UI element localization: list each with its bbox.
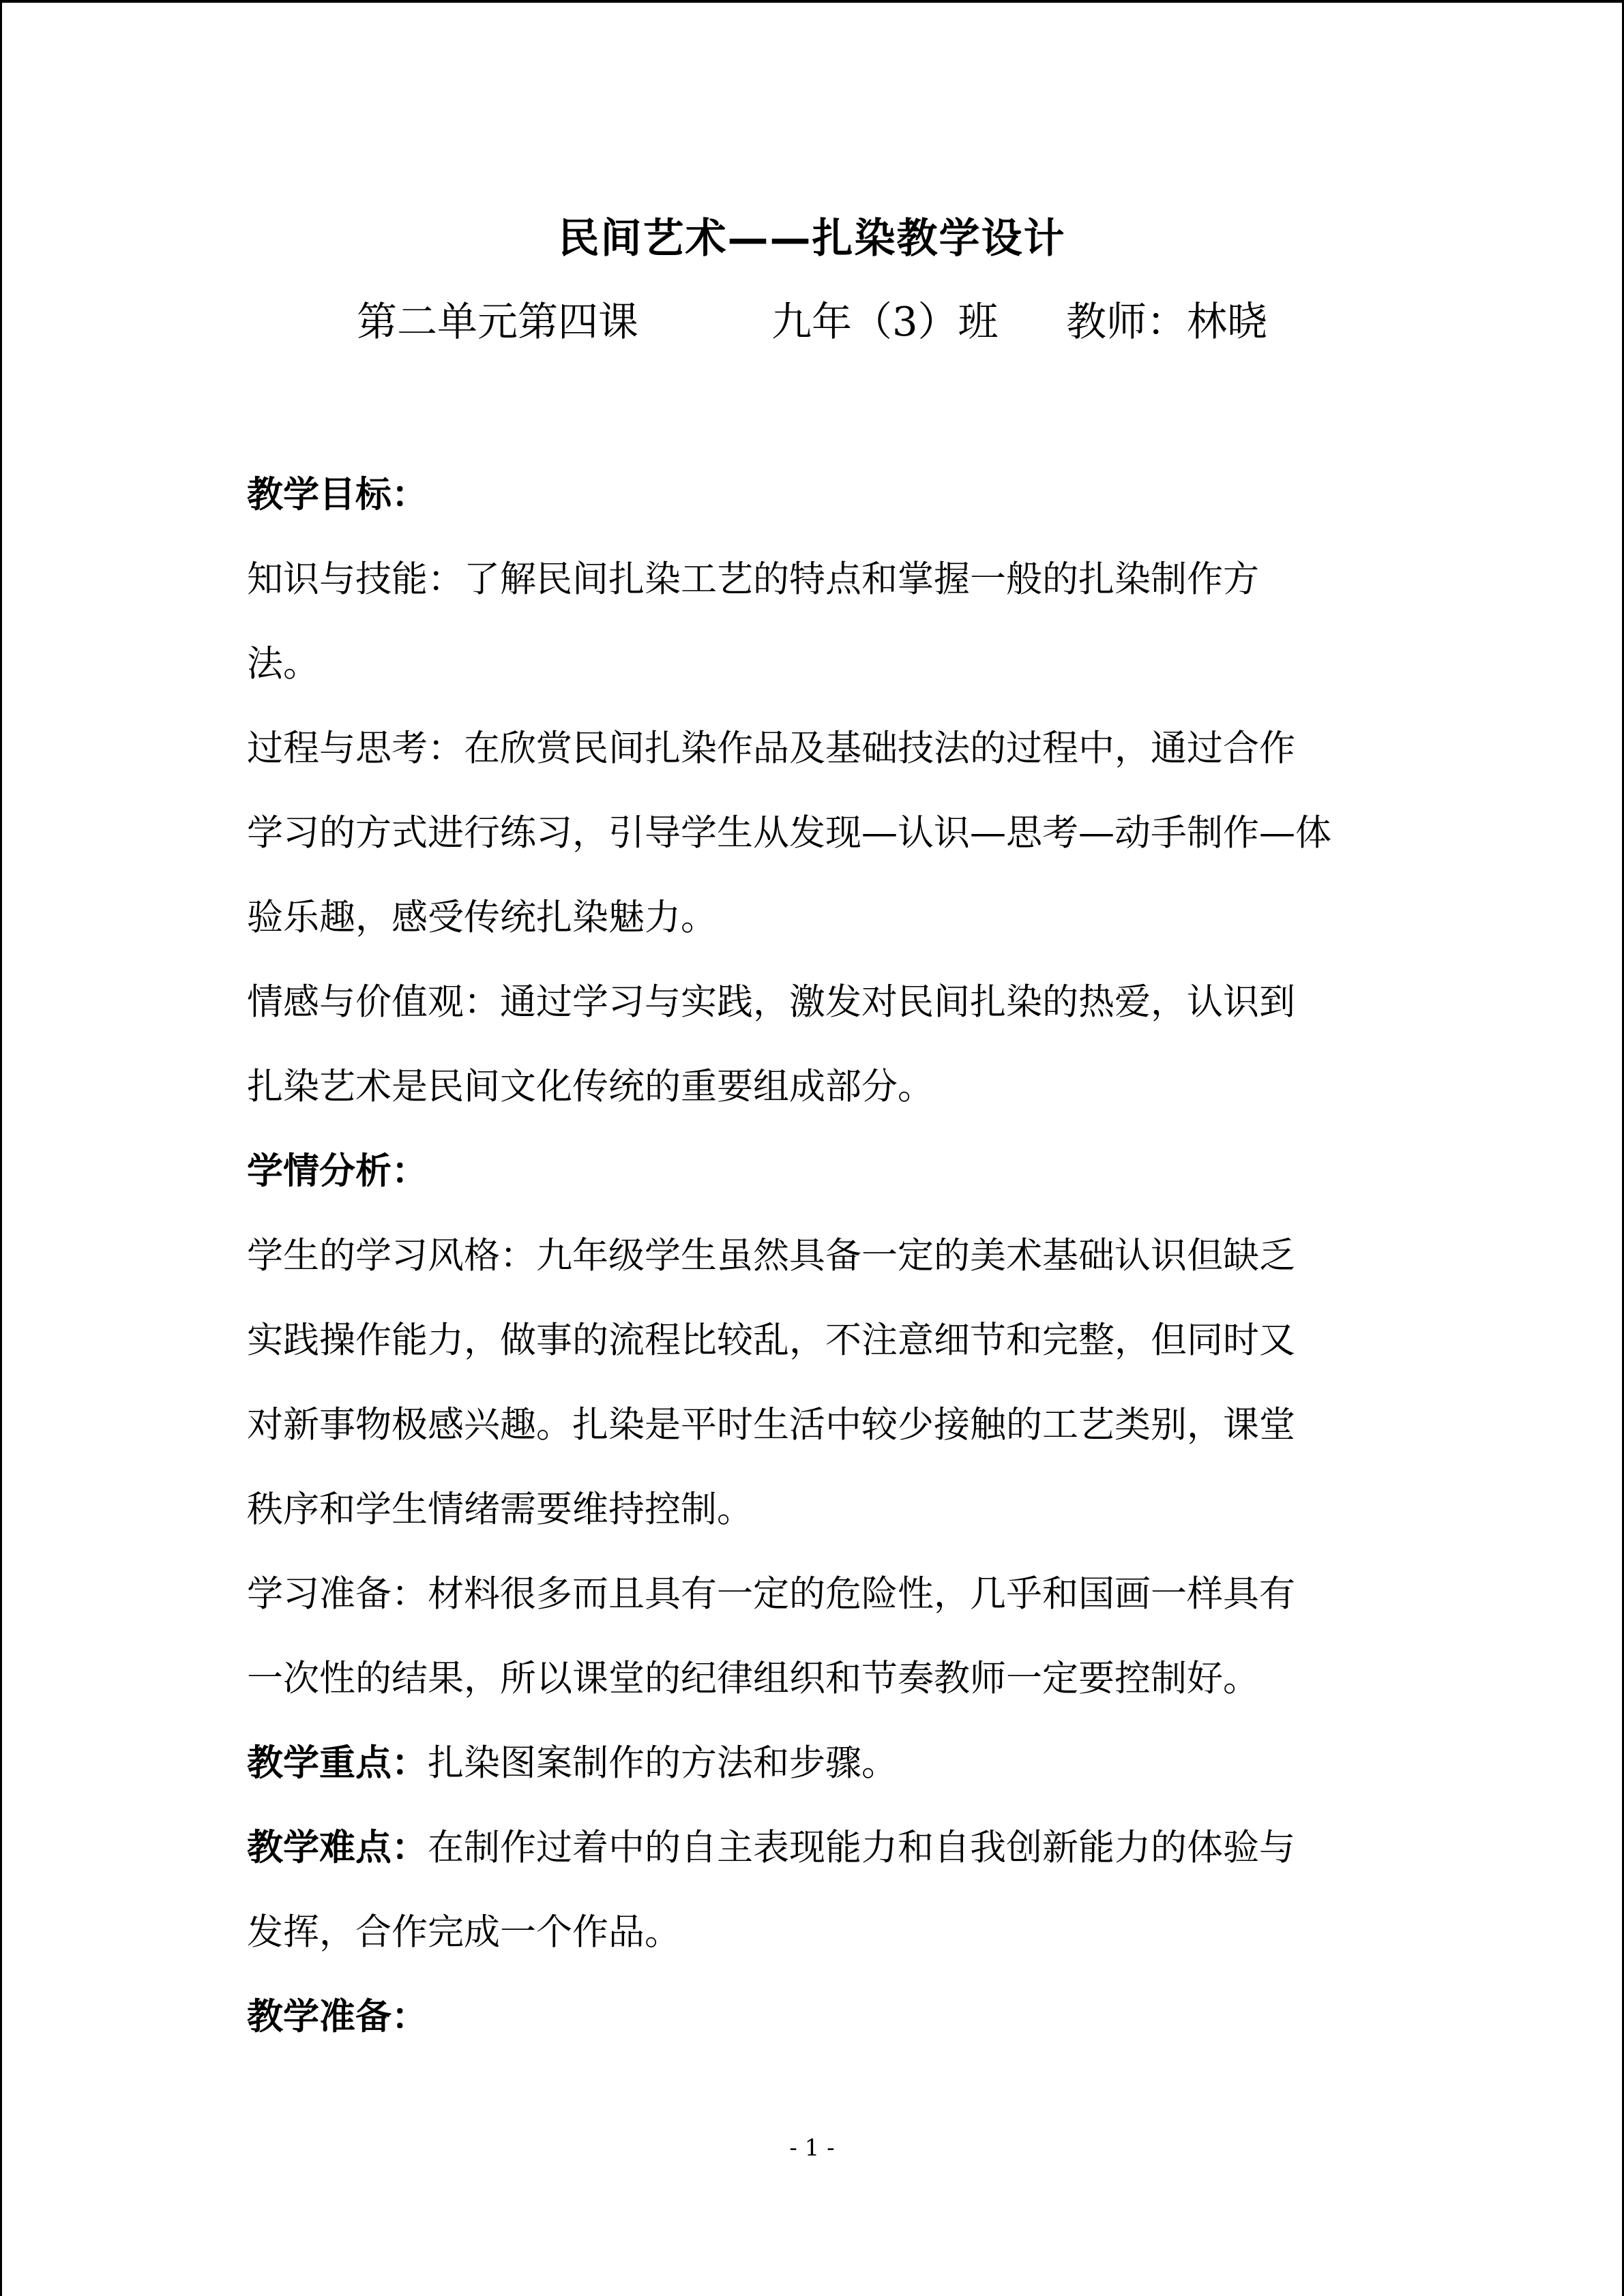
process-line-1: 过程与思考：在欣赏民间扎染作品及基础技法的过程中，通过合作 (247, 728, 1295, 769)
teaching-difficulty-line-2: 发挥，合作完成一个作品。 (247, 1911, 681, 1953)
unit-lesson: 第二单元第四课 (357, 298, 639, 345)
emotion-values-line-2: 扎染艺术是民间文化传统的重要组成部分。 (247, 1066, 934, 1107)
process-line-3: 验乐趣，感受传统扎染魅力。 (247, 897, 717, 938)
document-body (247, 468, 1393, 2074)
teacher-name: 教师：林晓 (1066, 298, 1268, 345)
key-point-label: 教学重点： (247, 1742, 428, 1784)
page-number: - 1 - (789, 2134, 835, 2162)
difficulty-text: 在制作过着中的自主表现能力和自我创新能力的体验与 (428, 1827, 1295, 1868)
teaching-difficulty-line-1 (247, 1821, 1393, 1905)
materials-heading: 教学准备： (247, 1996, 428, 2038)
objectives-heading: 教学目标： (247, 474, 428, 516)
class-name: 九年（3）班 (771, 298, 999, 345)
difficulty-label: 教学难点： (247, 1827, 428, 1868)
analysis-heading: 学情分析： (247, 1150, 428, 1192)
process-line-2: 学习的方式进行练习，引导学生从发现—认识—思考—动手制作—体 (247, 812, 1331, 854)
teaching-key-point (247, 1736, 1393, 1821)
learning-style-line-4: 秩序和学生情绪需要维持控制。 (247, 1489, 753, 1530)
knowledge-skills-line-2: 法。 (247, 643, 319, 685)
page-top-border (0, 0, 1624, 3)
key-point-text: 扎染图案制作的方法和步骤。 (428, 1742, 898, 1784)
learning-style-line-3: 对新事物极感兴趣。扎染是平时生活中较少接触的工艺类别，课堂 (247, 1404, 1295, 1446)
page-left-border (0, 0, 2, 2296)
emotion-values-line-1: 情感与价值观：通过学习与实践，激发对民间扎染的热爱，认识到 (247, 981, 1295, 1023)
document-title: 民间艺术——扎染教学设计 (558, 215, 1066, 263)
learning-prep-line-2: 一次性的结果，所以课堂的纪律组织和节奏教师一定要控制好。 (247, 1658, 1259, 1699)
learning-prep-line-1: 学习准备：材料很多而且具有一定的危险性，几乎和国画一样具有 (247, 1573, 1295, 1615)
learning-style-line-1: 学生的学习风格：九年级学生虽然具备一定的美术基础认识但缺乏 (247, 1235, 1295, 1277)
learning-style-line-2: 实践操作能力，做事的流程比较乱，不注意细节和完整，但同时又 (247, 1320, 1295, 1361)
knowledge-skills-line-1: 知识与技能：了解民间扎染工艺的特点和掌握一般的扎染制作方 (247, 558, 1259, 600)
